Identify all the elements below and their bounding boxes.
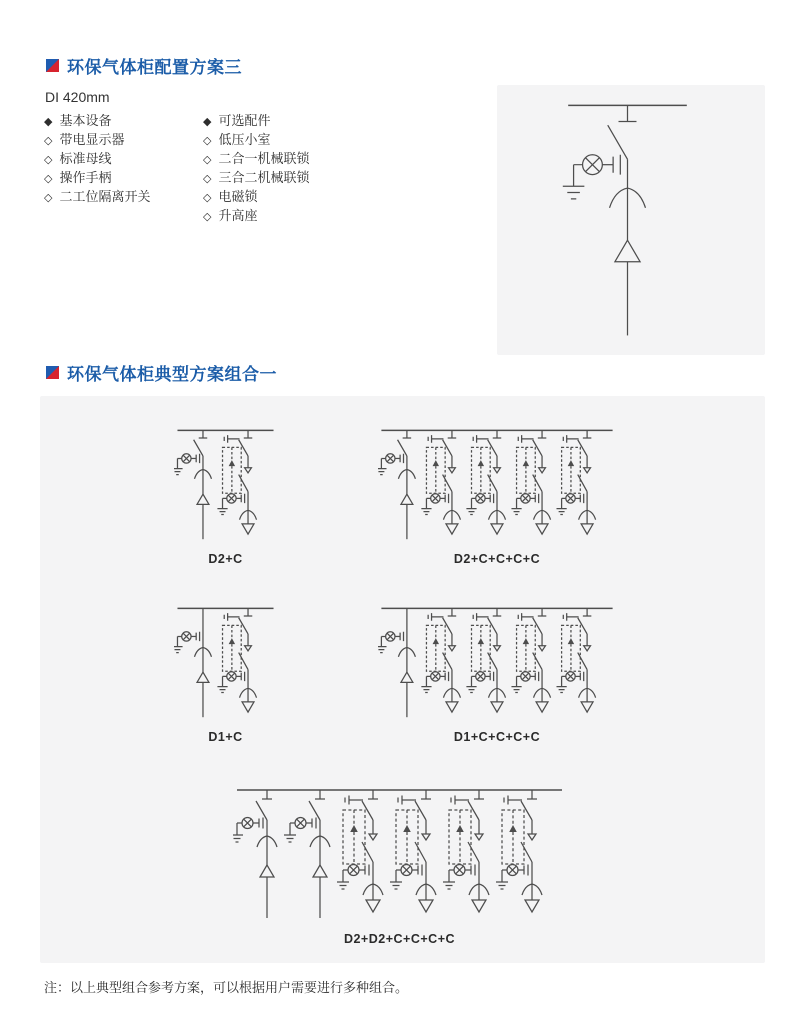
section-marker-icon	[46, 366, 59, 379]
feeder-unit-c	[496, 790, 542, 912]
hollow-diamond-icon: ◇	[44, 154, 53, 166]
feeder-unit-d2	[563, 105, 646, 335]
feeder-unit-c	[421, 608, 460, 712]
model-dimension-label: DI 420mm	[45, 89, 110, 105]
diagram-label: D2+C+C+C+C	[453, 552, 541, 566]
single-line-diagram	[561, 98, 694, 350]
typical-scheme-diagram	[378, 605, 616, 744]
list-item	[203, 188, 309, 207]
feeder-unit-d1	[378, 608, 415, 717]
typical-scheme-diagram	[174, 427, 277, 566]
single-line-diagram	[378, 427, 616, 546]
feeder-unit-d2	[378, 430, 415, 539]
single-line-diagram	[233, 786, 566, 926]
list-item-label: 二合一机械联锁	[218, 151, 310, 166]
feeder-unit-c	[421, 430, 460, 534]
combination-diagram-panel	[40, 396, 765, 963]
equipment-lists	[44, 112, 309, 226]
hollow-diamond-icon: ◇	[203, 192, 212, 204]
feeder-unit-c	[390, 790, 436, 912]
filled-diamond-icon: ◆	[203, 116, 212, 128]
single-line-diagram	[174, 427, 277, 546]
hollow-diamond-icon: ◇	[44, 192, 53, 204]
basic-equipment-list	[44, 112, 203, 226]
single-line-diagram	[378, 605, 616, 724]
feeder-unit-c	[557, 430, 596, 534]
diagram-label: D1+C+C+C+C	[453, 730, 541, 744]
hollow-diamond-icon: ◇	[44, 173, 53, 185]
single-line-diagram	[174, 605, 277, 724]
list-item	[203, 150, 309, 169]
filled-diamond-icon: ◆	[44, 116, 53, 128]
list-item-label: 升高座	[218, 208, 258, 223]
feeder-unit-c	[511, 608, 550, 712]
hollow-diamond-icon: ◇	[203, 173, 212, 185]
typical-scheme-diagram	[233, 786, 566, 946]
feeder-unit-d1	[174, 608, 211, 717]
diagram-label: D2+D2+C+C+C+C	[343, 932, 456, 946]
list-item-label: 带电显示器	[59, 132, 125, 147]
config-circuit-diagram	[561, 98, 694, 350]
diagram-label: D1+C	[208, 730, 243, 744]
list-item-label: 标准母线	[59, 151, 112, 166]
combination-section-header	[46, 360, 277, 385]
list-item	[44, 169, 203, 188]
config-section-header	[46, 53, 242, 78]
list-item-label: 操作手柄	[59, 170, 112, 185]
section-marker-icon	[46, 59, 59, 72]
list-item	[44, 131, 203, 150]
footnote: 注：以上典型组合参考方案，可以根据用户需要进行多种组合。	[44, 980, 409, 995]
config-section-title: 环保气体柜配置方案三	[67, 58, 242, 77]
hollow-diamond-icon: ◇	[44, 135, 53, 147]
list-item-label: 可选配件	[218, 113, 271, 128]
optional-accessories-list	[203, 112, 309, 226]
list-item	[203, 207, 309, 226]
list-item	[44, 150, 203, 169]
feeder-unit-c	[217, 430, 256, 534]
typical-scheme-diagram	[378, 427, 616, 566]
feeder-unit-c	[466, 608, 505, 712]
list-item	[44, 188, 203, 207]
diagram-label: D2+C	[208, 552, 243, 566]
config-diagram-panel	[497, 85, 765, 355]
combination-section-title: 环保气体柜典型方案组合一	[67, 365, 277, 384]
hollow-diamond-icon: ◇	[203, 135, 212, 147]
list-item-label: 三合二机械联锁	[218, 170, 310, 185]
feeder-unit-c	[217, 608, 256, 712]
feeder-unit-d2	[284, 790, 330, 918]
list-item-label: 电磁锁	[218, 189, 258, 204]
list-header	[44, 112, 203, 131]
list-item	[203, 169, 309, 188]
list-header	[203, 112, 309, 131]
feeder-unit-c	[443, 790, 489, 912]
feeder-unit-c	[511, 430, 550, 534]
feeder-unit-c	[557, 608, 596, 712]
feeder-unit-c	[466, 430, 505, 534]
feeder-unit-c	[337, 790, 383, 912]
hollow-diamond-icon: ◇	[203, 154, 212, 166]
list-item-label: 基本设备	[59, 113, 112, 128]
hollow-diamond-icon: ◇	[203, 211, 212, 223]
list-item	[203, 131, 309, 150]
feeder-unit-d2	[174, 430, 211, 539]
list-item-label: 低压小室	[218, 132, 271, 147]
list-item-label: 二工位隔离开关	[59, 189, 151, 204]
typical-scheme-diagram	[174, 605, 277, 744]
feeder-unit-d2	[233, 790, 277, 918]
